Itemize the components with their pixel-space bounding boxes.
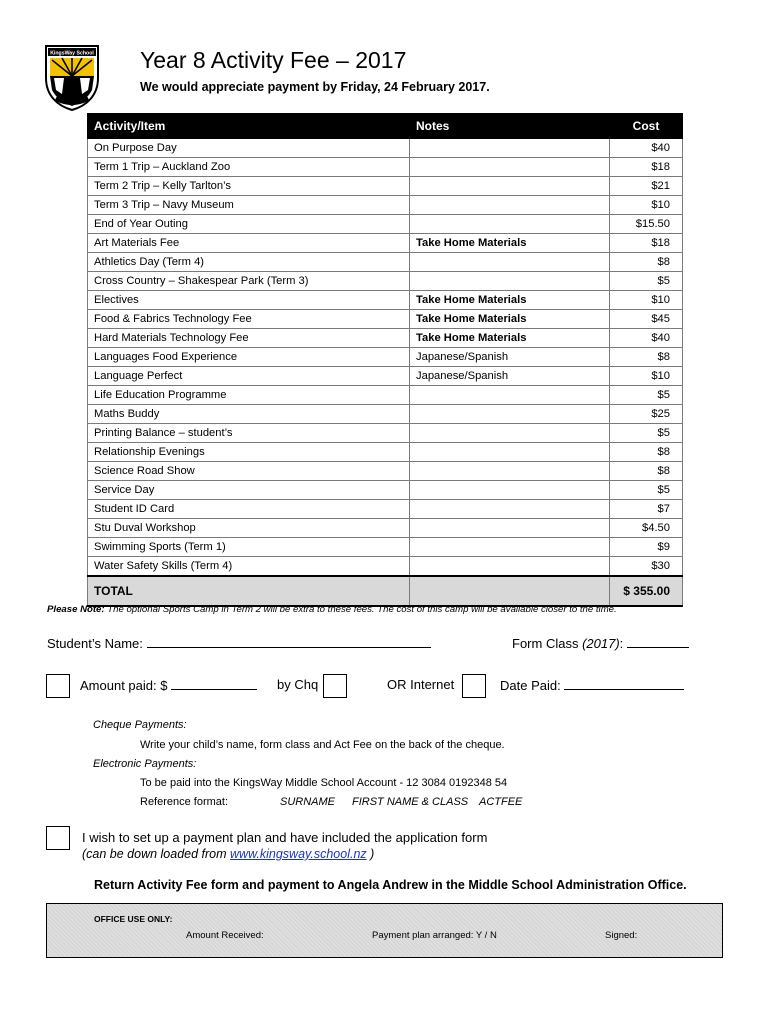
row-notes bbox=[410, 215, 610, 234]
row-notes: Take Home Materials bbox=[410, 329, 610, 348]
row-item: Term 2 Trip – Kelly Tarlton’s bbox=[88, 177, 410, 196]
table-row bbox=[88, 329, 683, 348]
row-cost: $10 bbox=[610, 367, 683, 386]
form-class-field: Form Class (2017): bbox=[512, 635, 689, 651]
table-row bbox=[88, 519, 683, 538]
row-item: Languages Food Experience bbox=[88, 348, 410, 367]
row-item: Term 3 Trip – Navy Museum bbox=[88, 196, 410, 215]
row-item: Stu Duval Workshop bbox=[88, 519, 410, 538]
amount-paid-label: Amount paid: $ bbox=[80, 678, 168, 693]
row-item: End of Year Outing bbox=[88, 215, 410, 234]
amount-received-label: Amount Received: bbox=[186, 930, 264, 941]
column-header-cost: Cost bbox=[610, 114, 683, 139]
row-notes bbox=[410, 500, 610, 519]
table-row bbox=[88, 557, 683, 577]
row-item: Electives bbox=[88, 291, 410, 310]
table-row bbox=[88, 253, 683, 272]
row-item: Swimming Sports (Term 1) bbox=[88, 538, 410, 557]
row-cost: $40 bbox=[610, 329, 683, 348]
row-notes bbox=[410, 538, 610, 557]
table-row bbox=[88, 462, 683, 481]
row-notes: Take Home Materials bbox=[410, 234, 610, 253]
row-cost: $30 bbox=[610, 557, 683, 577]
row-item: Maths Buddy bbox=[88, 405, 410, 424]
total-label: TOTAL bbox=[88, 576, 410, 606]
cheque-checkbox[interactable] bbox=[323, 674, 347, 698]
by-chq-label: by Chq bbox=[277, 677, 319, 692]
table-row bbox=[88, 177, 683, 196]
row-notes bbox=[410, 158, 610, 177]
row-cost: $8 bbox=[610, 443, 683, 462]
form-class-year: (2017) bbox=[582, 636, 620, 651]
row-notes: Take Home Materials bbox=[410, 291, 610, 310]
row-notes: Japanese/Spanish bbox=[410, 348, 610, 367]
row-cost: $18 bbox=[610, 234, 683, 253]
row-notes bbox=[410, 196, 610, 215]
sports-camp-note bbox=[47, 604, 617, 615]
payment-plan-arranged-label: Payment plan arranged: Y / N bbox=[372, 930, 497, 941]
row-cost: $8 bbox=[610, 253, 683, 272]
table-row bbox=[88, 538, 683, 557]
row-item: Science Road Show bbox=[88, 462, 410, 481]
payment-plan-download-note bbox=[82, 847, 374, 861]
row-item: Printing Balance – student’s bbox=[88, 424, 410, 443]
reference-actfee: ACTFEE bbox=[479, 796, 523, 808]
student-name-input[interactable] bbox=[147, 635, 431, 648]
row-cost: $21 bbox=[610, 177, 683, 196]
date-paid-label: Date Paid: bbox=[500, 678, 561, 693]
office-use-title: OFFICE USE ONLY: bbox=[94, 914, 173, 924]
amount-paid-input[interactable] bbox=[171, 677, 257, 690]
student-name-label: Student’s Name: bbox=[47, 636, 143, 651]
row-cost: $18 bbox=[610, 158, 683, 177]
row-item: Water Safety Skills (Term 4) bbox=[88, 557, 410, 577]
row-cost: $5 bbox=[610, 424, 683, 443]
payment-plan-checkbox[interactable] bbox=[46, 826, 70, 850]
table-row bbox=[88, 215, 683, 234]
table-row bbox=[88, 234, 683, 253]
row-cost: $5 bbox=[610, 386, 683, 405]
row-cost: $4.50 bbox=[610, 519, 683, 538]
row-notes bbox=[410, 557, 610, 577]
or-internet-label: OR Internet bbox=[387, 677, 455, 692]
row-item: Language Perfect bbox=[88, 367, 410, 386]
note-text: The optional Sports Camp in Term 2 will be extra to these fees. The cost of this camp will be available closer to the time. bbox=[107, 604, 617, 615]
svg-text:KingsWay School: KingsWay School bbox=[50, 50, 94, 57]
row-item: Hard Materials Technology Fee bbox=[88, 329, 410, 348]
row-cost: $5 bbox=[610, 481, 683, 500]
table-row bbox=[88, 196, 683, 215]
student-name-field bbox=[47, 635, 431, 651]
row-item: Service Day bbox=[88, 481, 410, 500]
document-title: Year 8 Activity Fee – 2017 bbox=[140, 47, 407, 73]
payment-plan-text: I wish to set up a payment plan and have included the application form bbox=[82, 830, 488, 845]
row-item: Relationship Evenings bbox=[88, 443, 410, 462]
reference-first-name: FIRST NAME & CLASS bbox=[352, 796, 469, 808]
amount-paid-field bbox=[80, 677, 257, 693]
row-cost: $15.50 bbox=[610, 215, 683, 234]
row-notes bbox=[410, 386, 610, 405]
row-item: Student ID Card bbox=[88, 500, 410, 519]
row-notes bbox=[410, 443, 610, 462]
date-paid-input[interactable] bbox=[564, 677, 684, 690]
school-website-link[interactable]: www.kingsway.school.nz bbox=[230, 847, 367, 861]
row-notes bbox=[410, 519, 610, 538]
table-row bbox=[88, 310, 683, 329]
column-header-notes: Notes bbox=[410, 114, 610, 139]
table-row bbox=[88, 291, 683, 310]
row-notes: Take Home Materials bbox=[410, 310, 610, 329]
form-class-input[interactable] bbox=[627, 635, 689, 648]
amount-checkbox[interactable] bbox=[46, 674, 70, 698]
row-cost: $7 bbox=[610, 500, 683, 519]
table-row bbox=[88, 272, 683, 291]
row-item: Life Education Programme bbox=[88, 386, 410, 405]
download-note-prefix: (can be down loaded from bbox=[82, 847, 231, 861]
cheque-payments-heading: Cheque Payments: bbox=[93, 719, 187, 731]
table-row bbox=[88, 443, 683, 462]
table-header-row bbox=[88, 114, 683, 139]
electronic-payments-text: To be paid into the KingsWay Middle School Account - 12 3084 0192348 54 bbox=[140, 777, 508, 789]
row-cost: $45 bbox=[610, 310, 683, 329]
table-row bbox=[88, 367, 683, 386]
activity-fee-table bbox=[87, 113, 683, 607]
row-cost: $8 bbox=[610, 462, 683, 481]
row-item: Food & Fabrics Technology Fee bbox=[88, 310, 410, 329]
row-notes bbox=[410, 177, 610, 196]
row-notes bbox=[410, 405, 610, 424]
row-cost: $9 bbox=[610, 538, 683, 557]
table-row bbox=[88, 158, 683, 177]
internet-checkbox[interactable] bbox=[462, 674, 486, 698]
table-row bbox=[88, 424, 683, 443]
reference-surname: SURNAME bbox=[280, 796, 336, 808]
table-row bbox=[88, 405, 683, 424]
row-item: Art Materials Fee bbox=[88, 234, 410, 253]
signed-label: Signed: bbox=[605, 930, 638, 941]
table-row bbox=[88, 348, 683, 367]
row-notes: Japanese/Spanish bbox=[410, 367, 610, 386]
form-class-label: Form Class bbox=[512, 636, 579, 651]
table-row bbox=[88, 481, 683, 500]
row-cost: $10 bbox=[610, 196, 683, 215]
school-crest-logo bbox=[42, 40, 102, 112]
row-notes bbox=[410, 424, 610, 443]
row-notes bbox=[410, 481, 610, 500]
row-cost: $25 bbox=[610, 405, 683, 424]
date-paid-field bbox=[500, 677, 684, 693]
row-cost: $10 bbox=[610, 291, 683, 310]
column-header-item: Activity/Item bbox=[88, 114, 410, 139]
row-notes bbox=[410, 253, 610, 272]
table-row bbox=[88, 386, 683, 405]
row-notes bbox=[410, 139, 610, 158]
row-cost: $5 bbox=[610, 272, 683, 291]
download-note-suffix: ) bbox=[366, 847, 375, 861]
table-body bbox=[88, 139, 683, 577]
table-row bbox=[88, 500, 683, 519]
note-label: Please Note: bbox=[47, 604, 105, 615]
reference-format-label: Reference format: bbox=[140, 796, 229, 808]
total-row bbox=[88, 576, 683, 606]
total-notes-cell bbox=[410, 576, 610, 606]
table-row bbox=[88, 139, 683, 158]
cheque-payments-text: Write your child’s name, form class and Act Fee on the back of the cheque. bbox=[140, 739, 505, 751]
row-item: Cross Country – Shakespear Park (Term 3) bbox=[88, 272, 410, 291]
return-instructions: Return Activity Fee form and payment to Angela Andrew in the Middle School Administration Office. bbox=[94, 878, 687, 892]
row-item: Term 1 Trip – Auckland Zoo bbox=[88, 158, 410, 177]
row-notes bbox=[410, 272, 610, 291]
row-cost: $40 bbox=[610, 139, 683, 158]
row-notes bbox=[410, 462, 610, 481]
row-item: On Purpose Day bbox=[88, 139, 410, 158]
row-cost: $8 bbox=[610, 348, 683, 367]
total-value: $ 355.00 bbox=[610, 576, 683, 606]
row-item: Athletics Day (Term 4) bbox=[88, 253, 410, 272]
electronic-payments-heading: Electronic Payments: bbox=[93, 758, 197, 770]
payment-deadline: We would appreciate payment by Friday, 24 February 2017. bbox=[140, 80, 490, 94]
